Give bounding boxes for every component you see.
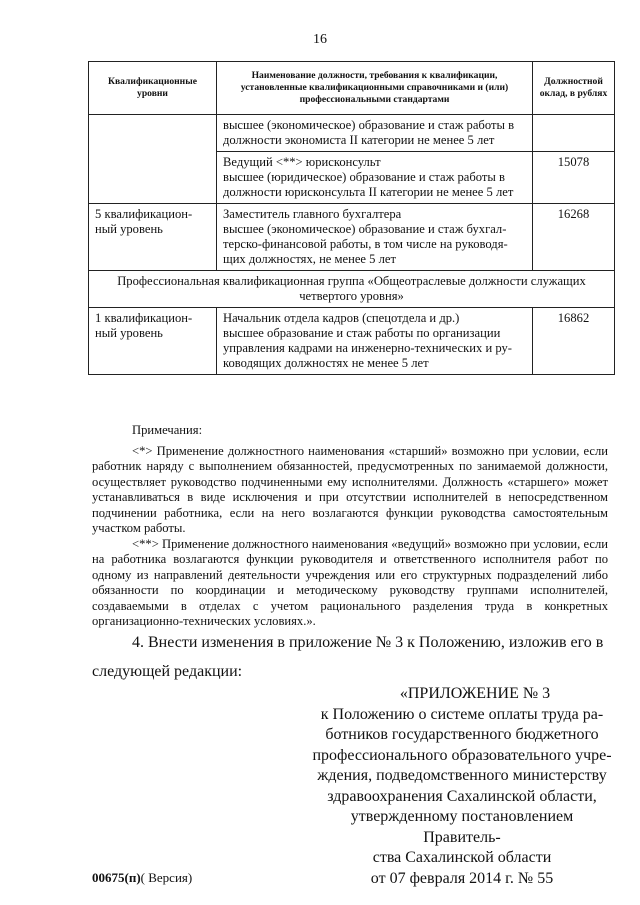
header-salary: Должностной оклад, в рублях <box>533 62 615 115</box>
notes-title: Примечания: <box>132 423 203 437</box>
document-footer <box>92 870 192 886</box>
page-number: 16 <box>313 32 327 47</box>
item-4-line: 4. Внести изменения в приложение № 3 к Положению, изложив его в <box>132 634 604 651</box>
appendix-line: ботников государственного бюджетного <box>325 726 599 743</box>
qualification-table <box>88 61 615 375</box>
cell-line: щих должностях, не менее 5 лет <box>223 252 396 266</box>
appendix-line: здравоохранения Сахалинской области, <box>327 787 597 805</box>
header-levels: Квалификационные уровни <box>89 62 217 115</box>
group-title-cell <box>89 271 615 308</box>
cell-line: 5 квалификацион- <box>95 207 193 221</box>
appendix-line: ждения, подведомственного министерству <box>317 767 607 784</box>
cell-line: ный уровень <box>95 326 163 340</box>
group-title-line: Профессиональная квалификационная группа «Общеотраслевые должности служащих <box>117 274 586 288</box>
document-code: 00675(п) <box>92 870 141 885</box>
cell-line: Начальник отдела кадров (спецотдела и др.) <box>223 311 460 325</box>
group-header-row <box>89 271 615 308</box>
salary-cell: 15078 <box>533 152 615 204</box>
group-title-line: четвертого уровня» <box>299 289 404 303</box>
salary-cell: 16268 <box>533 204 615 271</box>
cell-line: высшее (юридическое) образование и стаж работы в <box>223 170 505 184</box>
cell-line: управления кадрами на инженерно-технических и ру- <box>223 341 512 355</box>
level-cell <box>89 308 217 375</box>
position-cell <box>217 152 533 204</box>
position-cell <box>217 115 533 152</box>
table-row <box>89 115 615 152</box>
cell-line: высшее (экономическое) образование и стаж работы в <box>223 118 515 132</box>
appendix-title: «ПРИЛОЖЕНИЕ № 3 <box>399 685 551 702</box>
document-version: ( Версия) <box>140 870 193 885</box>
notes-section <box>92 423 608 630</box>
position-cell <box>217 204 533 271</box>
cell-line: ный уровень <box>95 222 163 236</box>
appendix-line: утвержденному постановлением Правитель- <box>350 808 574 846</box>
cell-line: 1 квалификацион- <box>95 311 193 325</box>
cell-line: высшее (экономическое) образование и стаж бухгал- <box>223 222 507 236</box>
salary-cell: 16862 <box>533 308 615 375</box>
appendix-line: от 07 февраля 2014 г. № 55 <box>370 869 554 887</box>
level-cell <box>89 204 217 271</box>
item-4-paragraph <box>92 628 608 686</box>
table-header-row <box>89 62 615 115</box>
salary-cell <box>533 115 615 152</box>
level-cell-empty <box>89 115 217 204</box>
cell-line: должности экономиста II категории не менее 5 лет <box>223 133 495 147</box>
item-4-line: следующей редакции: <box>92 663 243 680</box>
table-row <box>89 204 615 271</box>
appendix-header <box>312 684 612 889</box>
cell-line: Ведущий <**> юрисконсульт <box>223 155 381 169</box>
position-cell <box>217 308 533 375</box>
note-senior: <*> Применение должностного наименования «старший» возможно при условии, если работник наряду с выполнением обязанностей, предусмотренных по занимаемой должности, осуществляет руководство подчиненными ему исполнителями. Должность «старшего» может устанавливаться в виде исключения и при отсутствии исполнителей в непосредственном подчинении работника, если на него возлагаются функции руководства самостоятельным участком работы. <box>92 443 608 535</box>
note-leading: <**> Применение должностного наименования «ведущий» возможно при условии, если на работника возлагаются функции руководителя и ответственного исполнителя работ по одному из направлений деятельности учреждения или его структурных подразделений либо обязанности по координации и методическому руководству группами исполнителей, создаваемыми в отделах с учетом рационального разделения труда в конкретных организационно-технических условиях.». <box>92 536 608 628</box>
appendix-line: ства Сахалинской области <box>372 849 552 866</box>
cell-line: Заместитель главного бухгалтера <box>223 207 402 221</box>
appendix-line: к Положению о системе оплаты труда ра- <box>320 705 604 723</box>
cell-line: высшее образование и стаж работы по организации <box>223 326 501 340</box>
cell-line: терско-финансовой работы, в том числе на руководя- <box>223 237 508 251</box>
cell-line: ководящих должностях не менее 5 лет <box>223 356 429 370</box>
table-row <box>89 308 615 375</box>
appendix-line: профессионального образовательного учре- <box>312 746 612 764</box>
cell-line: должности юрисконсульта II категории не менее 5 лет <box>223 185 514 199</box>
header-position: Наименование должности, требования к квалификации, установленные квалификационными справочниками и (или) профессиональными стандартами <box>217 62 533 115</box>
